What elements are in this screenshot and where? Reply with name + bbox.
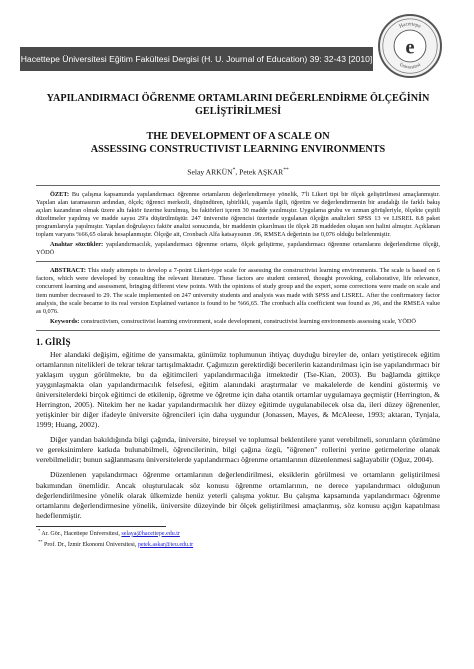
author-separator: , (235, 167, 240, 177)
seal-top-text: Hacettepe (398, 21, 422, 30)
footnote-2-email-link[interactable]: petek.askar@ieu.edu.tr (137, 541, 194, 548)
ozet-text: Bu çalışma kapsamında yapılandırmacı öğrenme ortamlarını değerlendirmeye yönelik, 7'li Likert tipi bir ölçek geliştirilmesi amaçlanmıştır. Yapılan alan taramasının ardından, ölçek; öğrenci merkezli, düşündüren, işbirlikli, yaşamla ilgili, öğretim ve değerlendirmenin bir aradalığı ile farklı bakış açıları kazandıran olmak üzere altı faktör üzerine kurulmuş, bu faktörleri içeren 30 madde yazılmıştır. Uygulama grubu ve uzman görüşleriyle, ölçekte çeşitli düzeltmeler yapılmış ve madde sayısı 29'a düşürülmüştür. 247 üniversite öğrencisi üzerinde uygulanan ölçeğin analizleri SPSS 13 ve LISREL 8.8 paket programlarıyla yapılmıştır. Yapılan doğrulayıcı faktör analizi sonucunda, bir maddenin çıkarılması ile ölçek 28 maddeden oluşan son halini almıştır. Açıklanan toplam varyans %66,65 olarak hesaplanmıştır. Ölçeğe ait, Cronbach Alfa katsayısının .96, RMSEA değerinin ise 0,076 olduğu belirlenmiştir. (36, 190, 440, 238)
abstract-text: This study attempts to develop a 7-point Likert-type scale for assessing the constructivist learning environments. The scale is based on 6 factors, which were developed by consulting the relevant literature. These factors are student centered, thought provoking, collaborative, life relevance, concurrent learning and assessment, bringing different view points. With the opinions of study group and the expert, some corrections were made on scale and item number decreased to 29. The scale implemented on 247 university students and analysis was made with SPSS and LISREL. After the confirmatory factor analysis, the scale became to its real version Explained variance is found to be %66,65. The cronbach alfa coefficient was found as ,96, and the RMSEA value as 0,076. (36, 267, 440, 315)
footnote-2-mark: ** (38, 538, 43, 544)
journal-header-band (20, 47, 373, 71)
abstract-block (36, 262, 440, 331)
footnote-1-text: Ar. Gör., Hacettepe Üniversitesi, (40, 530, 122, 537)
university-seal-logo (378, 14, 442, 78)
intro-paragraph-2: Diğer yandan bakıldığında bilgi çağında, üniversite, bireysel ve toplumsal beklentilere yanıt verebilmeli, sorunların çözümüne ve gereksinimlere katkıda bulunabilmeli, öğrencilerinin, bilgi çağına özgü, "öğrenen" rollerini yerine getirmelerine olanak verebilmelidir; bunun sağlanmasını üniversitelerde yapılandırmacı öğrenme ortamlarının düzenlenmesi sağlayabilir (Oğuz, 2004). (36, 435, 440, 465)
seal-bottom-text: Üniversitesi (398, 62, 422, 71)
ozet-label: ÖZET: (50, 190, 70, 198)
abstract-keywords-label: Keywords: (50, 317, 80, 325)
footnote-1-mark: * (38, 527, 41, 533)
svg-text:Üniversitesi (398, 62, 422, 71)
seal-letter: e (405, 36, 415, 59)
footnote-2 (36, 538, 440, 549)
title-english (36, 130, 440, 156)
author-line (36, 167, 440, 177)
section-heading-introduction: 1. GİRİŞ (36, 336, 71, 347)
title-turkish (36, 92, 440, 118)
abstract-paragraph (36, 267, 440, 316)
svg-text:Hacettepe (398, 21, 422, 30)
article-content (36, 92, 440, 549)
author-2-mark: ** (283, 167, 289, 173)
ozet-keywords-label: Anahtar sözcükler: (50, 241, 104, 249)
ozet-paragraph (36, 191, 440, 240)
title-english-line2: ASSESSING CONSTRUCTIVIST LEARNING ENVIRONMENTS (90, 144, 386, 155)
ozet-keywords (36, 241, 440, 257)
ozet-keywords-text: yapılandırmacılık, yapılandırmacı öğrenme ortamı, ölçek geliştirme, yapılandırmacı öğrenme ortamlarını değerlendirme ölçeği, YÖDÖ (36, 241, 440, 257)
footnote-2-text: Prof. Dr., İzmir Ekonomi Üniversitesi, (42, 541, 138, 548)
intro-paragraph-3: Düzenlenen yapılandırmacı öğrenme ortamlarının değerlendirilmesi, eksiklerin görülmesi ve ortamların geliştirilmesi bakımından önemlidir. Ancak oluşturulacak söz konusu öğrenme ortamlarının, ne derece yapılandırmacı olduğunun değerlendirilmesine yönelik olarak ülkemizde henüz yeterli çalışma yoktur. Bu çalışma kapsamında yapılandırmacı öğrenme ortamlarını değerlendirmesine yönelik, üniversite düzeyinde bir ölçek geliştirilmesi amaçlanmış, söz konusu açığın kapatılması hedeflenmiştir. (36, 470, 440, 520)
author-1-mark: * (232, 167, 236, 173)
author-2: Petek AŞKAR (239, 167, 284, 177)
journal-citation: Hacettepe Üniversitesi Eğitim Fakültesi Dergisi (H. U. Journal of Education) 39: 32-43 [2010] (20, 54, 373, 64)
ozet-block (36, 185, 440, 263)
abstract-label: ABSTRACT: (50, 267, 86, 275)
title-turkish-line1: YAPILANDIRMACI ÖĞRENME ORTAMLARINI DEĞERLENDİRME ÖLÇEĞİNİN (46, 93, 430, 104)
title-english-line1: THE DEVELOPMENT OF A SCALE ON (146, 131, 330, 142)
intro-paragraph-1: Her alandaki değişim, eğitime de yansımakta, günümüz toplumunun ihtiyaç duyduğu bireyler de, onları yetiştirecek eğitim ortamlarının nitelikleri de tekrar tekrar tartışılmaktadır. Çağımızın gerektirdiği becerilerin kazandırılması için ise yapılandırmacı bir yaklaşım uygun görülmekte, bu da eğitimcileri yapılandırmacılığa itmektedir (Tse-Kian, 2003). Bu bağlamda gittikçe yaygınlaşmakta olan yapılandırmacılık felsefesi, eğitim alanındaki araştırmalar ve makalelerde de kendini göstermiş ve üniversitelerdeki birçok eğitimci de etkilenip, öğretme ve öğretme için daha otantik ortamlar uygulamaya geçmiştir (Herrington, & Herrington, 2005). Nitekim her ne kadar yapılandırmacılık her düzey eğitimde uygulanabilecek olsa da, ileri düzey öğrenenler, yetişkinler bir diğer ifadeyle üniversite öğrencileri için daha uygundur (Jonassen, Mayes, & McAleese, 1993; aktaran, Tynjala, 1999; Huang, 2002). (36, 349, 440, 430)
seal-emblem-icon (380, 16, 440, 76)
abstract-keywords (36, 318, 440, 326)
footnote-1-email-link[interactable]: selaya@hacettepe.edu.tr (121, 530, 180, 537)
title-turkish-line2: GELİŞTİRİLMESİ (194, 106, 282, 117)
footnote-1 (36, 527, 440, 538)
abstract-keywords-text: constructivism, constructivist learning environment, scale development, constructivist learning environments assessing scale, YÖDÖ (79, 317, 416, 325)
author-1: Selay ARKÜN (187, 167, 233, 177)
